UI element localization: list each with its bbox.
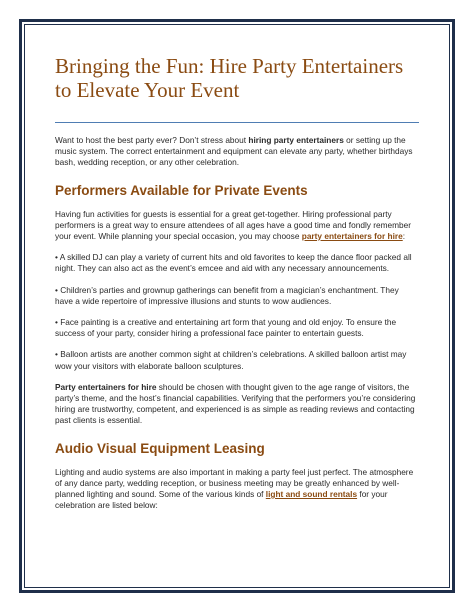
document-body <box>55 50 419 511</box>
page-title: Bringing the Fun: Hire Party Entertainers to Elevate Your Event <box>55 54 404 102</box>
bullet-magician: • Children’s parties and grownup gatherings can benefit from a magician’s enchantment. They have a wide repertoire of impressive illusions and stunts to wow audiences. <box>55 284 399 306</box>
audio-visual-text-end: for your celebration are listed below: <box>55 489 388 511</box>
title-divider <box>55 122 419 123</box>
audio-visual-paragraph <box>55 467 419 512</box>
closing-bold-keyword: Party entertainers for hire <box>55 381 157 392</box>
intro-text-end: or setting up the music system. The correct entertainment and equipment can elevate any party, whether birthdays bash, wedding reception, or any other celebration. <box>55 135 413 168</box>
bullet-face-painting: • Face painting is a creative and entertaining art form that young and old enjoy. To ensure the success of your party, consider hiring a professional face painter to entertain guests. <box>55 317 397 339</box>
section-heading-audio-visual: Audio Visual Equipment Leasing <box>55 440 265 456</box>
closing-text: should be chosen with thought given to the age range of visitors, the party’s theme, and the host’s financial capabilities. Verifying that the performers you’re considering hiring are trustworthy, competent, and experienced is as simple as reading reviews and contacting past clients is essential. <box>55 381 416 426</box>
light-and-sound-rentals-link[interactable]: light and sound rentals <box>265 489 358 500</box>
party-entertainers-link[interactable]: party entertainers for hire <box>301 231 403 242</box>
intro-paragraph <box>55 135 419 169</box>
performers-intro-text: Having fun activities for guests is essential for a great get-together. Hiring professional party performers is a great way to ensure attendees of all ages have a good time and fondly remember your event. While planning your special occasion, you may choose <box>55 208 412 242</box>
intro-bold-keyword: hiring party entertainers <box>248 135 344 145</box>
bullet-balloon-artists: • Balloon artists are another common sight at children’s celebrations. A skilled balloon artist may wow your visitors with elaborate balloon sculptures. <box>55 349 407 371</box>
bullet-dj: • A skilled DJ can play a variety of current hits and old favorites to keep the dance floor packed all night. They can also act as the event’s emcee and aid with any necessary announcements. <box>55 252 412 274</box>
performers-intro-colon: : <box>402 231 406 242</box>
performers-closing-paragraph <box>55 382 419 427</box>
performers-intro-paragraph <box>55 209 419 243</box>
intro-text-start: Want to host the best party ever? Don’t stress about <box>55 135 249 145</box>
section-heading-performers: Performers Available for Private Events <box>55 182 308 198</box>
audio-visual-text: Lighting and audio systems are also important in making a party feel just perfect. The atmosphere of any dance party, wedding reception, or business meeting may be greatly enhanced by well-planned lighting and sound. Some of the various kinds of <box>55 466 414 500</box>
